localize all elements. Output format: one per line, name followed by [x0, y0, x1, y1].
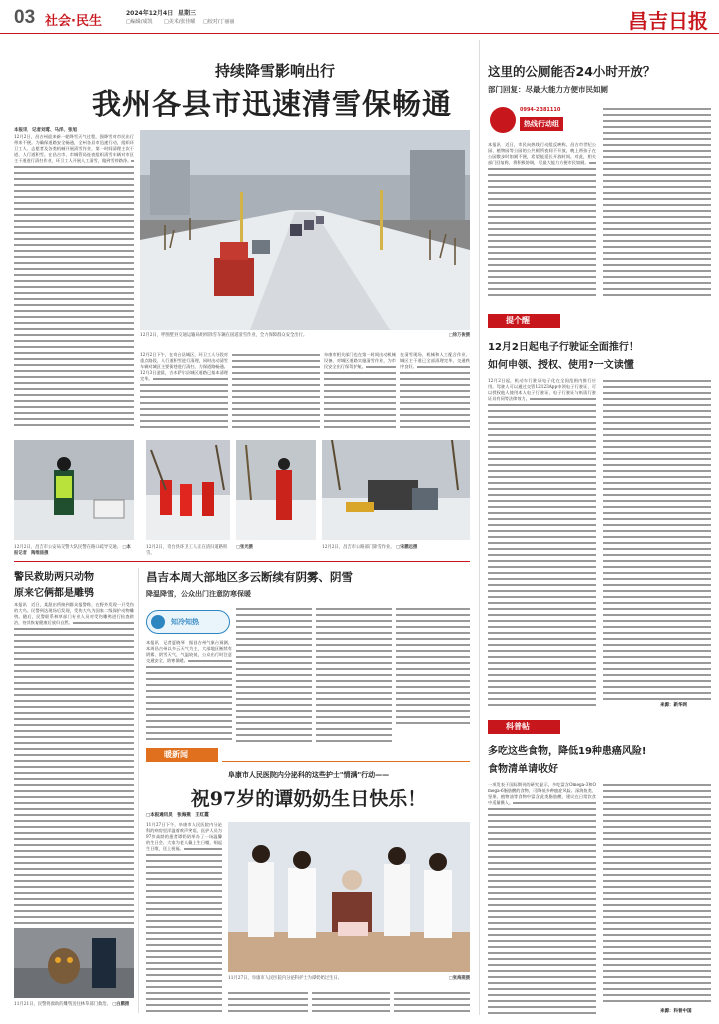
science-credit: 来源：科普中国: [660, 1009, 692, 1014]
science-body-col2: [603, 782, 711, 1006]
lead-photo-sweepers: [146, 440, 230, 540]
warm-body-col3: [312, 990, 390, 1014]
rescue-title1: 警民救助两只动物: [14, 572, 94, 583]
page-header: [0, 0, 719, 34]
snowplow-truck-image: [322, 440, 470, 540]
lead-byline: 本报讯 记者刘莺、马洋、张旭: [14, 128, 77, 133]
caption-credit: □张海燕摄: [448, 976, 470, 981]
column-divider: [479, 40, 480, 1015]
officer-clearing-snow-image: [236, 440, 316, 540]
lead-body-col5: [400, 352, 470, 432]
hotline-label: 热线行动组: [520, 117, 563, 131]
lead-title: 我州各县市迅速清雪保畅通: [91, 87, 452, 121]
lead-body-col2: [140, 352, 228, 432]
warm-byline: □本报通讯员 张海燕 王红霞: [146, 813, 209, 818]
weather-body-col1: [146, 640, 232, 742]
lead-photo-plow-caption: [322, 545, 470, 551]
weather-body-col3: [316, 606, 392, 742]
design-credit: □美术/张佳曜: [164, 19, 196, 25]
warm-section-rule: [222, 761, 470, 762]
remind-body-text: 12月2日起，机动车行驶证电子化在全国范围内推行应用。驾驶人可以通过交管12123App申领电子行驶证，可以授权他人使用本人电子行驶证，电子行驶证与纸质行驶证具有同等法律效力。: [488, 378, 596, 401]
warm-photo: [228, 822, 470, 972]
remind-section-label: [488, 314, 560, 328]
page-number: 03: [14, 7, 36, 28]
remind-credit: 来源：新华网: [660, 703, 687, 708]
weather-subtitle: 降温降雪，公众出门注意防寒保暖: [146, 590, 251, 598]
park-subtitle: 部门回复：尽最大能力方便市民如厕: [488, 85, 608, 94]
warm-body-col1: [146, 822, 222, 1014]
caption-credit: □本报记者 陶维喆摄: [14, 545, 131, 556]
rescue-title2: 原来它俩都是雕鸮: [14, 588, 94, 599]
lead-body-d: 在清雪现场，机械和人工配合作业，城区主干道已全部清理完毕，交通秩序良好。: [400, 352, 470, 369]
hotline-logo: [490, 103, 590, 137]
hotline-icon: [490, 107, 516, 133]
caption-text: 12月2日，昌吉市公路部门除雪作业。: [322, 545, 395, 550]
caption-credit: □白鹏摄: [112, 1002, 130, 1007]
rescue-body-text: 本报讯 近日，某派出所接到群众报警称，在野外发现一只受伤的大鸟。民警到达现场后发现，受伤大鸟为国家二级保护动物雕鸮。随后，民警联系林草部门专业人员对受伤雕鸮进行检查救治，待其恢复健康后放归自然。: [14, 602, 134, 625]
caption-text: 11月27日，阜康市人民医院内分泌科护士为谭奶奶过生日。: [228, 976, 343, 981]
proof-credit: □校对/丁丽丽: [203, 19, 235, 25]
issue-date: 2024年12月4日: [126, 10, 174, 17]
weather-body-col4: [396, 606, 470, 726]
editor-credit: □编辑/成凯: [126, 19, 153, 25]
owl-rescue-image: [14, 928, 134, 998]
weather-badge-icon: [151, 615, 165, 629]
lead-body-col3: [232, 352, 320, 432]
science-section-label: [488, 720, 560, 734]
hotline-number: 0994-2381110: [520, 107, 561, 113]
sanitation-workers-image: [146, 440, 230, 540]
remind-body-col1: [488, 378, 596, 708]
traffic-police-image: [14, 440, 134, 540]
caption-text: 11月21日，民警将救助的雕鸮送往林草部门救治。: [14, 1002, 111, 1007]
warm-body-text: 11月27日下午，阜康市人民医院内分泌科的病房里洋溢着欢声笑语，医护人员为97岁高龄的患者谭奶奶举办了一场温馨的生日会。大家为老人戴上生日帽，唱起生日歌，送上祝福。: [146, 822, 222, 851]
science-body-text: 一项发表于国际期刊的研究显示，多吃富含Omega-3和Omega-6脂肪酸的食物，可降低多种癌症风险。深海鱼类、坚果、植物油等食物中富含此类脂肪酸，建议在日常饮食中适量摄入。: [488, 782, 596, 805]
science-title2: 食物清单请收好: [488, 764, 558, 775]
weather-title: 昌吉本周大部地区多云断续有阴雾、阴雪: [146, 570, 353, 584]
lead-photo-police-caption: [14, 545, 134, 556]
science-title1: 多吃这些食物，降低19种患癌风险!: [488, 746, 647, 757]
lead-photo-officer-caption: [236, 545, 316, 551]
caption-credit: □宋鹏远摄: [396, 545, 418, 550]
weather-badge-text: 知冷知热: [171, 618, 199, 626]
science-label-text: 科普帖: [506, 722, 530, 731]
park-title: 这里的公厕能否24小时开放？: [488, 64, 656, 79]
warm-label-text: 暖新闻: [164, 750, 188, 759]
warm-photo-caption: [228, 976, 470, 982]
remind-body-col2: [603, 378, 711, 700]
weather-badge: [146, 610, 230, 634]
lead-body-col4: [324, 352, 396, 432]
remind-title1: 12月2日起电子行驶证全面推行！: [488, 342, 639, 353]
section-name: 社会·民生: [45, 14, 102, 29]
lead-photo-caption: [140, 333, 470, 339]
remind-label-text: 提个醒: [506, 316, 530, 325]
park-body-text: 本报讯 近日，市民向热线行动组反映称，昌吉市世纪公园、植物园等公园的公共厕所夜间不开放，晚上带孩子在公园散步时如厕不便，希望能延长开放时间。对此，相关部门回复称，将积极协调，尽最大能力方便市民如厕。: [488, 142, 596, 165]
lead-body-col1: [14, 134, 134, 430]
rescue-divider: [138, 568, 139, 1013]
lead-photo-caption-text: 12月2日，呼图壁县交通运输局组织除雪车辆在国道清雪作业，全力保障群众安全出行。: [140, 333, 308, 338]
rescue-photo: [14, 928, 134, 998]
weather-body-col2: [236, 606, 312, 742]
lead-photo-plow: [322, 440, 470, 540]
lead-body-c: 阜康市相关部门也在第一时间出动机械设备，对城区道路实施清雪作业，为市民安全出行保驾护航。: [324, 352, 396, 369]
park-body-col1: [488, 142, 596, 298]
lead-photo-sweepers-caption: [146, 545, 230, 556]
lead-photo-credit: □徐万俊摄: [448, 333, 470, 338]
weather-body-text: 本报讯 记者夏晓琴 据昌吉州气象台预测，本周昌吉州以多云天气为主，大部地区断续有阴雾、阴雪天气，气温较低，公众出行时注意交通安全、防寒保暖。: [146, 640, 232, 663]
warm-body-col4: [394, 990, 470, 1014]
section-divider-left: [14, 561, 470, 562]
rescue-photo-caption: [14, 1002, 134, 1008]
lead-photo: [140, 130, 470, 330]
issue-weekday: 星期三: [178, 10, 197, 17]
birthday-party-image: [228, 822, 470, 972]
park-body-col2: [603, 106, 711, 298]
caption-credit: □张光摄: [236, 545, 253, 550]
masthead-logo: 昌吉日报: [628, 9, 708, 33]
snowy-road-image: [140, 130, 470, 330]
remind-title2: 如何申领、授权、使用?一文读懂: [488, 360, 634, 371]
lead-kicker: 持续降雪影响出行: [214, 62, 335, 80]
caption-text: 12月2日，昌吉市公安局交警大队民警在路口疏导交通。: [14, 545, 122, 550]
lead-body-b: 12月2日下午，在奇台县城区，环卫工人分段对重点路段、人行道积雪进行清理，同时出动清雪车辆对城区主要街巷进行清扫，力保道路畅通。12月3日凌晨，吉木萨尔县城区道路已基本清理完毕。: [140, 352, 228, 381]
lead-photo-officer: [236, 440, 316, 540]
caption-text: 12月2日，奇台县环卫工人正在清扫道路积雪。: [146, 545, 228, 556]
warm-title: 祝97岁的谭奶奶生日快乐！: [190, 788, 427, 810]
warm-body-col2: [228, 990, 308, 1014]
rescue-body: [14, 602, 134, 924]
lead-photo-police: [14, 440, 134, 540]
warm-kicker: 阜康市人民医院内分泌科的这些护士"情满"行动——: [227, 771, 390, 779]
science-body-col1: [488, 782, 596, 1014]
lead-body-a: 12月2日，昌吉州迎来新一轮降雪天气过程，强降雪对市民出行带来不便。为确保道路安全畅通，全州各县市迅速行动，组织环卫工人、志愿者及各类机械开展清雪作业，第一时间清理主次干道、人行道积雪。在昌吉市，市城管局连夜组织清雪车辆对市区主干道进行清扫作业，环卫工人开展人工清雪，做到雪停路净。: [14, 134, 134, 163]
warm-section-label: [146, 748, 218, 762]
